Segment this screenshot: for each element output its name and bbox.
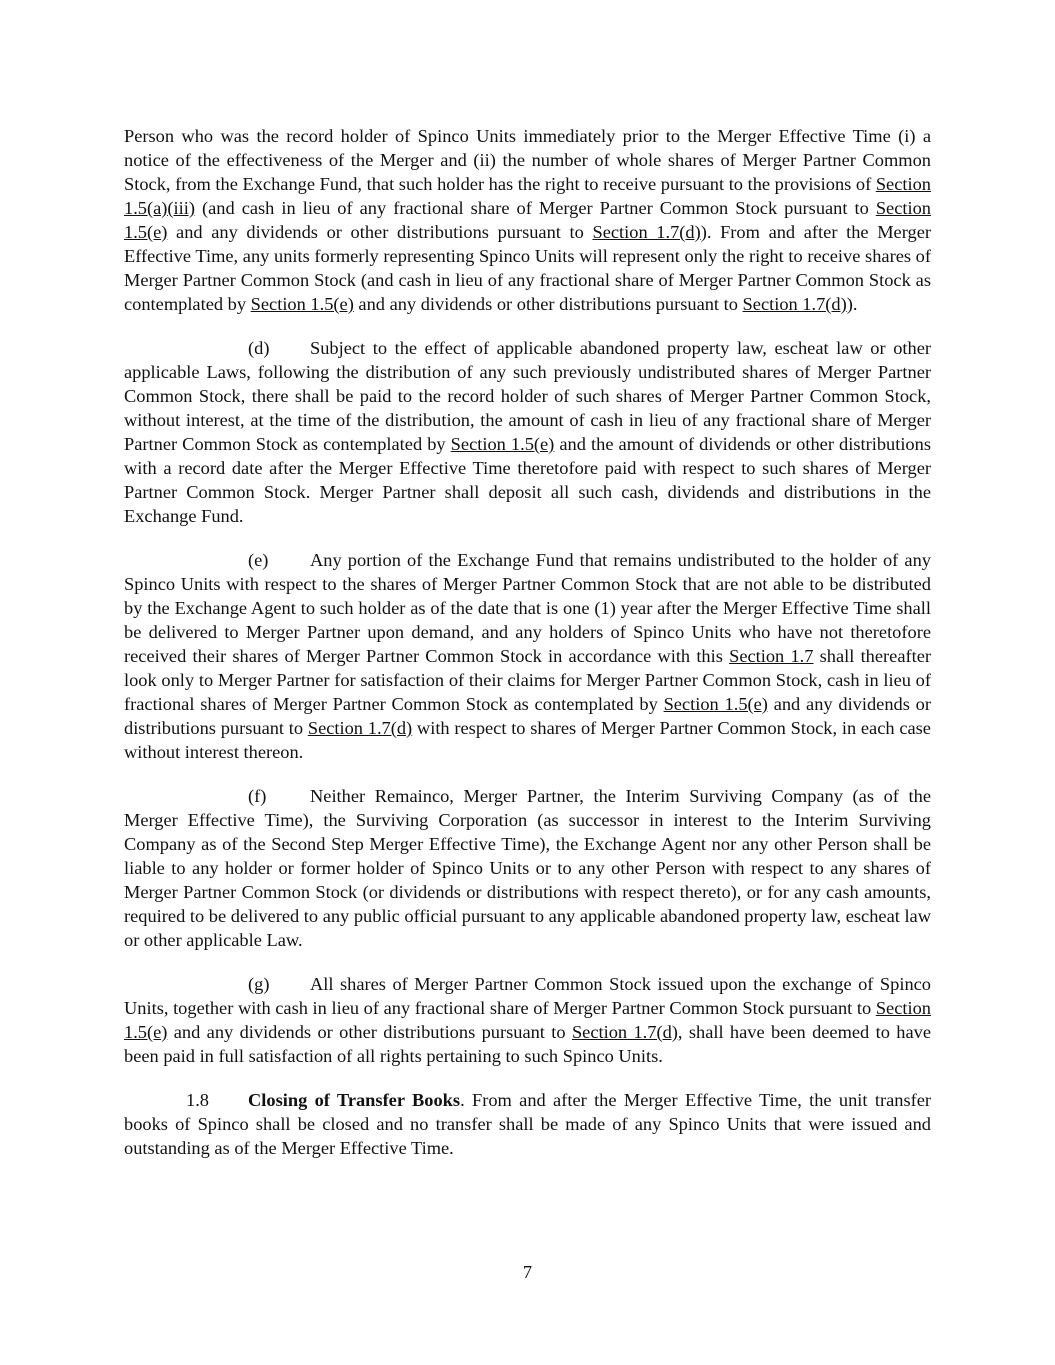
cross-reference: Section 1.7(d) xyxy=(571,1022,678,1042)
section-heading: Closing of Transfer Books xyxy=(248,1090,461,1110)
paragraph-g: (g) All shares of Merger Partner Common Stock issued upon the exchange of Spinco Units, together with cash in lieu of any fractional share of Merger Partner Common Stock pursuant to Section 1.5(e) and any dividends or other distributions pursuant to Section 1.7(d), shall have been deemed to have been paid in full satisfaction of all rights pertaining to such Spinco Units. xyxy=(124,974,931,1066)
cross-reference: Section 1.5(e) xyxy=(124,998,931,1042)
cross-reference: Section 1.5(e) xyxy=(663,694,768,714)
cross-reference: Section 1.7(d) xyxy=(307,718,413,738)
page-number: 7 xyxy=(522,1262,533,1282)
paragraph-continuation: Person who was the record holder of Spinco Units immediately prior to the Merger Effective Time (i) a notice of the effectiveness of the Merger and (ii) the number of whole shares of Merger Partner Common Stock, from the Exchange Fund, that such holder has the right to receive pursuant to the provisions of Section 1.5(a)(iii) (and cash in lieu of any fractional share of Merger Partner Common Stock pursuant to Section 1.5(e) and any dividends or other distributions pursuant to Section 1.7(d)). From and after the Merger Effective Time, any units formerly representing Spinco Units will represent only the right to receive shares of Merger Partner Common Stock (and cash in lieu of any fractional share of Merger Partner Common Stock as contemplated by Section 1.5(e) and any dividends or other distributions pursuant to Section 1.7(d)). xyxy=(124,126,931,314)
paragraph-f: (f) Neither Remainco, Merger Partner, the Interim Surviving Company (as of the Merger Effective Time), the Surviving Corporation (as successor in interest to the Interim Surviving Company as of the Second Step Merger Effective Time), the Exchange Agent nor any other Person shall be liable to any holder or former holder of Spinco Units or to any other Person with respect to any shares of Merger Partner Common Stock (or dividends or distributions with respect thereto), or for any cash amounts, required to be delivered to any public official pursuant to any applicable abandoned property law, escheat law or other applicable Law. xyxy=(124,786,931,950)
cross-reference: Section 1.7(d) xyxy=(592,222,701,242)
cross-reference: Section 1.7(d) xyxy=(742,294,847,314)
clause-label: (g) xyxy=(248,974,270,994)
cross-reference: Section 1.5(e) xyxy=(450,434,555,454)
section-1-8: 1.8 Closing of Transfer Books. From and after the Merger Effective Time, the unit transfer books of Spinco shall be closed and no transfer shall be made of any Spinco Units that were issued and outstanding as of the Merger Effective Time. xyxy=(124,1090,932,1158)
clause-label: (d) xyxy=(248,338,270,358)
cross-reference: Section 1.5(e) xyxy=(124,198,931,242)
cross-reference: Section 1.5(a)(iii) xyxy=(124,174,931,218)
paragraph-d: (d) Subject to the effect of applicable abandoned property law, escheat law or other applicable Laws, following the distribution of any such previously undistributed shares of Merger Partner Common Stock, there shall be paid to the record holder of such shares of Merger Partner Common Stock, without interest, at the time of the distribution, the amount of cash in lieu of any fractional share of Merger Partner Common Stock as contemplated by Section 1.5(e) and the amount of dividends or other distributions with a record date after the Merger Effective Time theretofore paid with respect to such shares of Merger Partner Common Stock. Merger Partner shall deposit all such cash, dividends and distributions in the Exchange Fund. xyxy=(124,338,931,526)
clause-label: (f) xyxy=(248,786,267,806)
cross-reference: Section 1.5(e) xyxy=(250,294,354,314)
section-number: 1.8 xyxy=(186,1090,209,1110)
clause-label: (e) xyxy=(248,550,269,570)
document-page xyxy=(124,124,931,1180)
paragraph-e: (e) Any portion of the Exchange Fund that remains undistributed to the holder of any Spinco Units with respect to the shares of Merger Partner Common Stock that are not able to be distributed by the Exchange Agent to such holder as of the date that is one (1) year after the Merger Effective Time shall be delivered to Merger Partner upon demand, and any holders of Spinco Units who have not theretofore received their shares of Merger Partner Common Stock in accordance with this Section 1.7 shall thereafter look only to Merger Partner for satisfaction of their claims for Merger Partner Common Stock, cash in lieu of fractional shares of Merger Partner Common Stock as contemplated by Section 1.5(e) and any dividends or distributions pursuant to Section 1.7(d) with respect to shares of Merger Partner Common Stock, in each case without interest thereon. xyxy=(124,550,932,762)
cross-reference: Section 1.7 xyxy=(729,646,814,666)
